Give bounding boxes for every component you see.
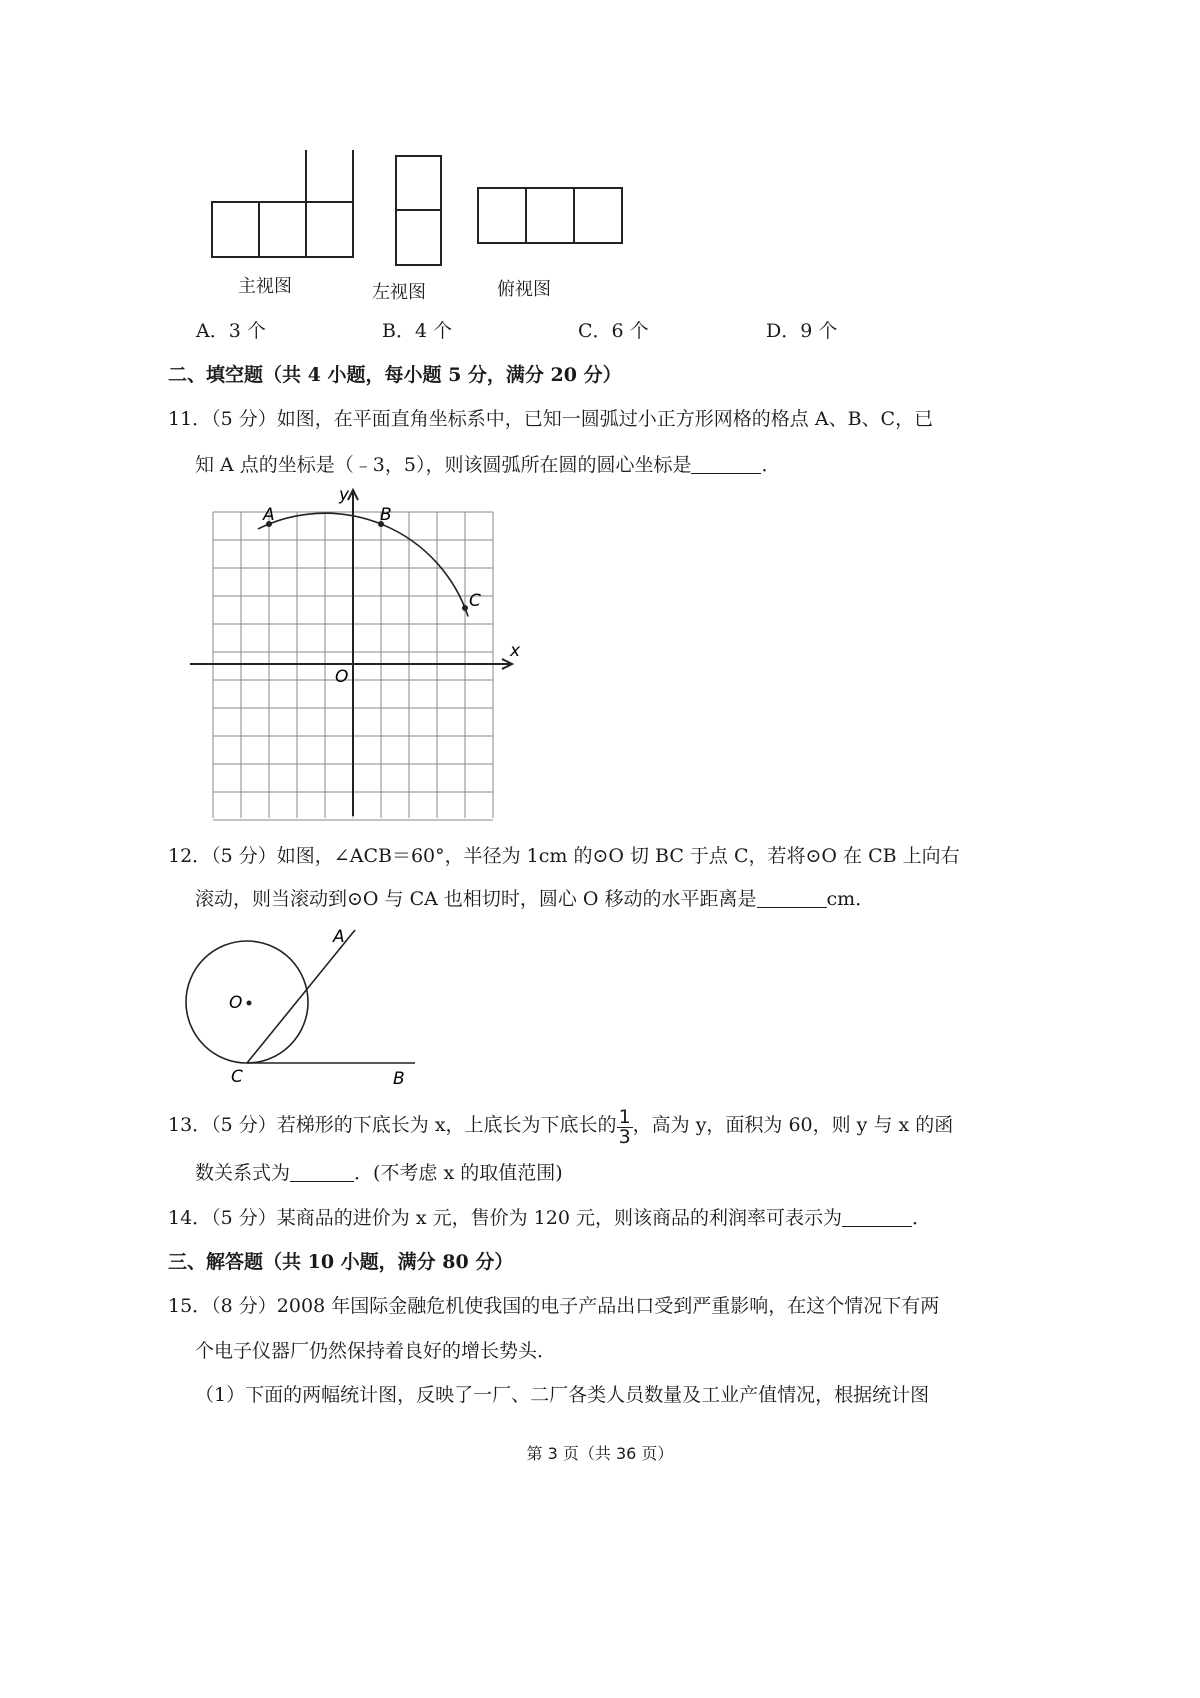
q12-circle-figure xyxy=(185,922,425,1092)
label-b: B xyxy=(393,1069,405,1089)
q15-line3: （1）下面的两幅统计图，反映了一厂、二厂各类人员数量及工业产值情况，根据统计图 xyxy=(195,1384,930,1406)
point-c xyxy=(462,605,468,611)
label-c: C xyxy=(469,591,481,611)
q11-line2-text: 知 A 点的坐标是（﹣3，5），则该圆弧所在圆的圆心坐标是 xyxy=(195,454,692,476)
top-view-cell xyxy=(478,188,526,243)
q15-line1: 15．（8 分）2008 年国际金融危机使我国的电子产品出口受到严重影响，在这个情况下有两 xyxy=(168,1295,940,1317)
label-a: A xyxy=(333,927,345,947)
q15-line2: 个电子仪器厂仍然保持着良好的增长势头． xyxy=(195,1340,557,1362)
left-view-caption: 左视图 xyxy=(372,282,426,303)
left-view-cell xyxy=(396,210,441,265)
q13-line1 xyxy=(168,1108,953,1147)
front-view-cell xyxy=(212,202,259,257)
fraction-one-third xyxy=(617,1108,633,1147)
q12-line2-unit: cm． xyxy=(826,888,875,910)
q12-line2-text: 滚动，则当滚动到⊙O 与 CA 也相切时，圆心 O 移动的水平距离是 xyxy=(195,888,757,910)
q13-line2 xyxy=(195,1160,563,1186)
label-x-axis: x xyxy=(510,641,521,661)
top-view-cell xyxy=(526,188,574,243)
page-footer: 第 3 页（共 36 页） xyxy=(526,1444,674,1463)
q13-line2-rest: ．(不考虑 x 的取值范围) xyxy=(354,1162,563,1184)
fraction-numerator: 1 xyxy=(618,1106,631,1128)
option-d: D．9 个 xyxy=(766,320,838,342)
three-view-figure xyxy=(200,150,660,330)
q13-line1-rest: ，高为 y，面积为 60，则 y 与 x 的函 xyxy=(632,1114,954,1136)
q13-answer-blank[interactable] xyxy=(290,1161,354,1182)
front-view-cell xyxy=(306,150,353,202)
q12-line1: 12．（5 分）如图，∠ACB＝60°，半径为 1cm 的⊙O 切 BC 于点 C，若将⊙O 在 CB 上向右 xyxy=(168,845,960,867)
q13-line2-text: 数关系式为 xyxy=(195,1162,291,1184)
option-a: A．3 个 xyxy=(196,320,266,342)
front-view-caption: 主视图 xyxy=(238,276,292,297)
q14-line xyxy=(168,1205,931,1231)
section-heading-fill-in: 二、填空题（共 4 小题，每小题 5 分，满分 20 分） xyxy=(168,364,622,386)
q14-text: 14．（5 分）某商品的进价为 x 元，售价为 120 元，则该商品的利润率可表示为 xyxy=(168,1207,842,1229)
q11-coordinate-grid xyxy=(190,484,530,824)
q12-line2 xyxy=(195,886,874,912)
q11-answer-blank[interactable] xyxy=(691,453,761,474)
front-view-cell xyxy=(259,202,306,257)
left-view-cell xyxy=(396,156,441,210)
q13-line1-text: 13．（5 分）若梯形的下底长为 x，上底长为下底长的 xyxy=(168,1114,617,1136)
label-origin: O xyxy=(335,667,349,687)
label-b: B xyxy=(380,505,392,525)
top-view-cell xyxy=(574,188,622,243)
fraction-denominator: 3 xyxy=(618,1126,631,1148)
option-c: C．6 个 xyxy=(578,320,649,342)
q11-line1: 11．（5 分）如图，在平面直角坐标系中，已知一圆弧过小正方形网格的格点 A、B、C，已 xyxy=(168,408,934,430)
front-view-cell xyxy=(306,202,353,257)
section-heading-solutions: 三、解答题（共 10 小题，满分 80 分） xyxy=(168,1251,514,1273)
q12-answer-blank[interactable] xyxy=(757,887,827,908)
top-view-caption: 俯视图 xyxy=(497,279,551,300)
q11-line2 xyxy=(195,452,781,478)
label-c: C xyxy=(231,1067,243,1087)
label-o: O xyxy=(229,993,243,1013)
ray-ca xyxy=(247,930,355,1063)
label-a: A xyxy=(263,505,275,525)
q14-end: ． xyxy=(911,1207,931,1229)
option-b: B．4 个 xyxy=(382,320,453,342)
q14-answer-blank[interactable] xyxy=(842,1206,912,1227)
label-y-axis: y xyxy=(339,485,350,505)
q11-line2-end: ． xyxy=(761,454,781,476)
center-o xyxy=(247,1001,252,1006)
